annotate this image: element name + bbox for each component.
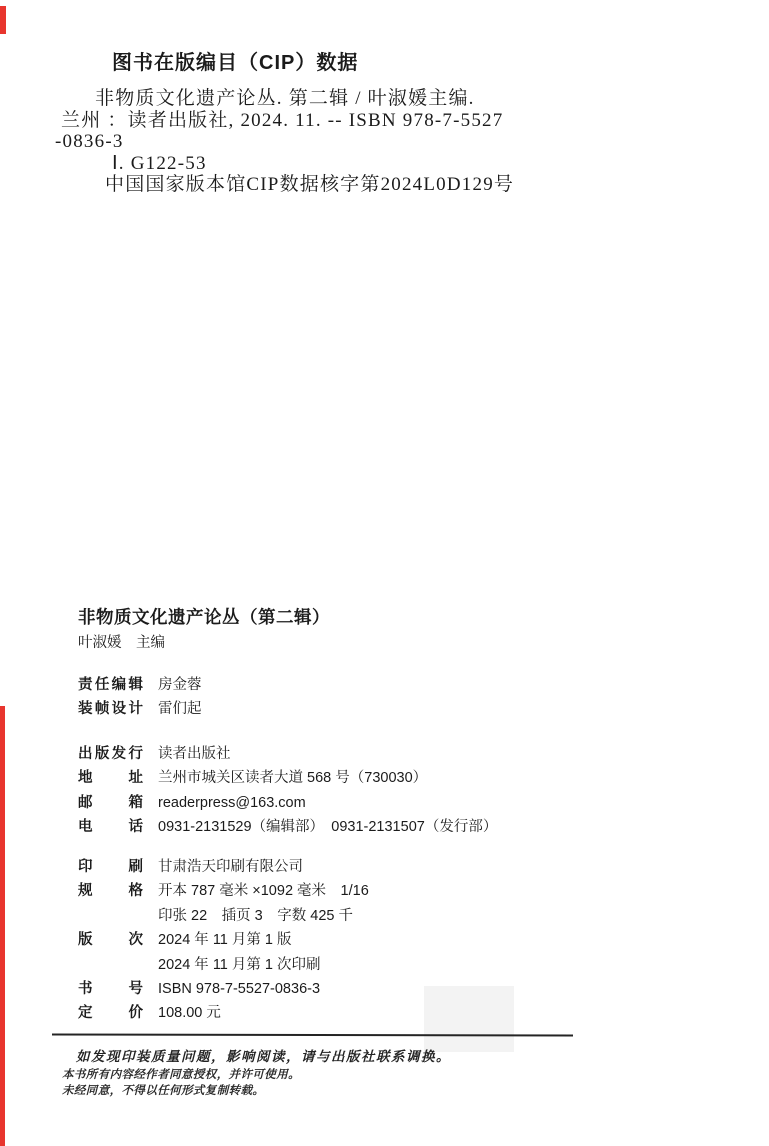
printing-row (78, 928, 369, 952)
staff-row (78, 697, 202, 721)
rights-note-line: 本书所有内容经作者同意授权，并许可使用。 (62, 1069, 300, 1081)
rights-note (62, 1068, 300, 1099)
publishing-rows (78, 742, 497, 840)
printing-rows (78, 855, 369, 1026)
printing-row (78, 904, 369, 928)
cip-line: 非物质文化遗产论丛. 第二辑 / 叶淑媛主编. (95, 88, 475, 109)
field-label: 版 次 (78, 932, 143, 949)
staff-rows (78, 673, 202, 722)
field-label: 书 号 (78, 980, 143, 997)
cip-line: -0836-3 (55, 131, 124, 153)
field-value: 0931-2131529（编辑部） 0931-2131507（发行部） (158, 819, 498, 836)
field-value: readerpress@163.com (158, 794, 306, 811)
field-label: 规 格 (78, 883, 143, 900)
scan-edge-red-mark-top (0, 6, 6, 34)
field-value: 印张 22 插页 3 字数 425 千 (158, 907, 353, 924)
field-label: 出版发行 (78, 746, 143, 762)
cip-body (55, 88, 535, 196)
editor-line: 叶淑媛 主编 (78, 635, 165, 651)
scan-edge-red-strip-bottom (0, 706, 5, 1146)
field-value: 雷们起 (158, 701, 202, 718)
field-label: 邮 箱 (78, 794, 143, 811)
staff-row (78, 673, 202, 697)
publishing-row (78, 791, 497, 815)
publishing-row (78, 766, 497, 790)
field-label: 电 话 (78, 819, 143, 836)
field-value: 甘肃浩天印刷有限公司 (158, 859, 303, 875)
field-label: 定 价 (78, 1005, 143, 1022)
field-value: 108.00 元 (158, 1005, 221, 1022)
cip-line: 中国国家版本馆CIP数据核字第2024L0D129号 (105, 174, 515, 196)
field-label: 地 址 (78, 770, 143, 787)
cip-heading: 图书在版编目（CIP）数据 (112, 52, 359, 74)
printing-row (78, 855, 369, 879)
field-value: 读者出版社 (158, 746, 231, 762)
field-value: ISBN 978-7-5527-0836-3 (158, 980, 321, 997)
field-label: 装帧设计 (78, 701, 143, 718)
printing-row (78, 1001, 369, 1025)
rights-note-line: 未经同意，不得以任何形式复制转载。 (62, 1084, 265, 1097)
field-value: 兰州市城关区读者大道 568 号（730030） (158, 770, 428, 787)
field-value: 开本 787 毫米 ×1092 毫米 1/16 (158, 883, 369, 900)
field-label: 责任编辑 (78, 677, 143, 693)
field-value: 2024 年 11 月第 1 版 (158, 932, 292, 949)
field-value: 房金蓉 (158, 677, 202, 693)
printing-row (78, 977, 369, 1001)
book-title: 非物质文化遗产论丛（第二辑） (78, 607, 330, 627)
scan-shading-artifact (424, 986, 514, 1052)
quality-note: 如发现印装质量问题，影响阅读，请与出版社联系调换。 (76, 1049, 451, 1064)
field-value: 2024 年 11 月第 1 次印刷 (158, 956, 321, 973)
printing-row (78, 879, 369, 903)
cip-line: 兰州 ：读者出版社, 2024. 11. -- ISBN 978-7-5527 (61, 109, 504, 131)
divider-rule (52, 1033, 573, 1036)
publishing-row (78, 815, 497, 839)
printing-row (78, 953, 369, 977)
publishing-row (78, 742, 497, 766)
field-label: 印 刷 (78, 859, 143, 875)
cip-line: Ⅰ. G122-53 (112, 152, 207, 174)
